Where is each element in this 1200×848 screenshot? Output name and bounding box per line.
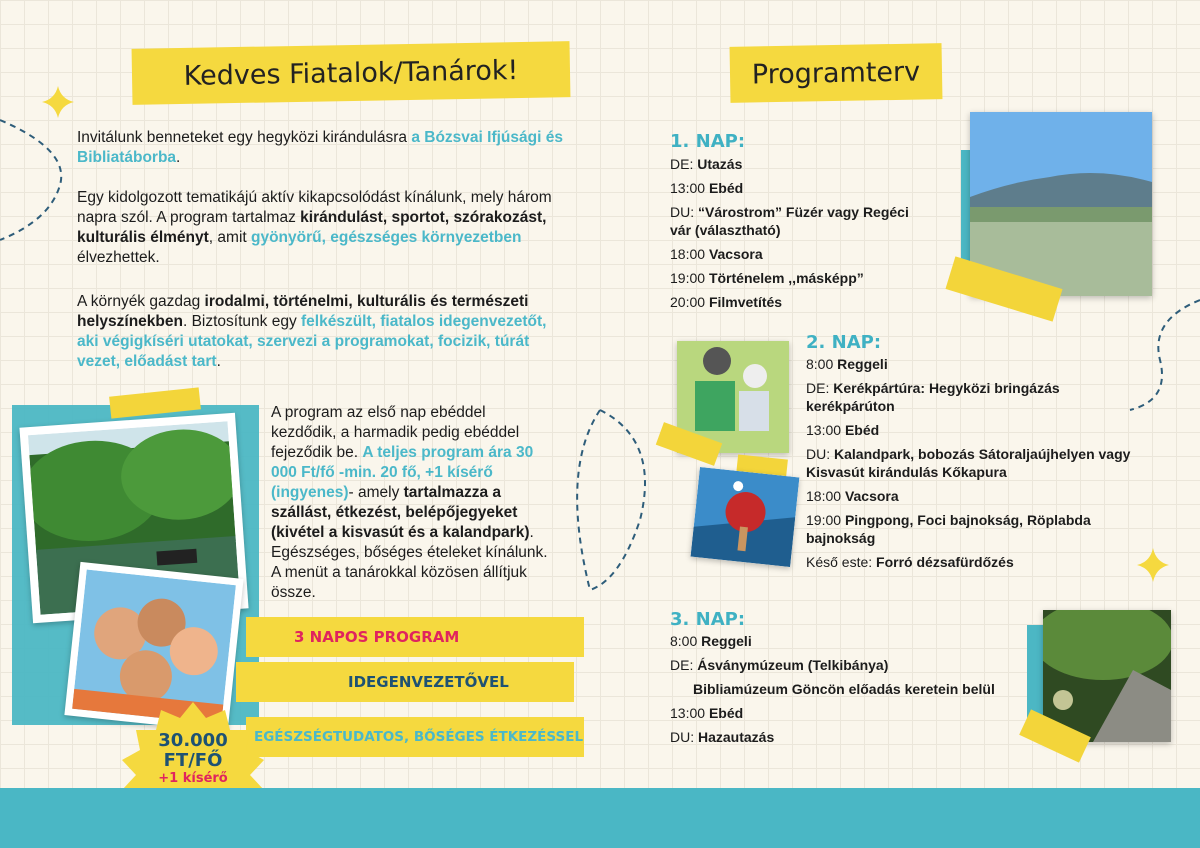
schedule-time: DE: [670,657,698,673]
schedule-text: A program az első nap ebéddel kezdődik, a harmadik pedig ebéddel fejeződik be. [271,404,520,461]
day2-item [806,379,1136,415]
schedule-activity: Pingpong, Foci bajnokság, Röplabda bajnokság [806,512,1091,546]
dashed-curve [0,120,61,240]
day1-item [670,293,920,311]
tag-3-day-program: 3 NAPOS PROGRAM [246,617,584,657]
sparkle-icon [42,86,74,118]
dashed-curve [590,410,645,590]
schedule-time: 19:00 [670,270,709,286]
program-text: Egy kidolgozott tematikájú aktív kikapcsolódást kínálunk, mely három napra szól. A program tartalmaz [77,189,552,226]
schedule-time: DE: [806,380,834,396]
day3-item [670,728,1040,746]
forest-photo [1043,610,1171,742]
schedule-time: 19:00 [806,512,845,528]
day1-item [670,155,920,173]
environment-highlight: gyönyörű, egészséges környezetben [251,229,522,246]
day3-item [670,704,1040,722]
day2-title: 2. NAP: [806,332,882,353]
area-paragraph [77,292,567,372]
schedule-time: DU: [670,204,698,220]
dashed-curve [577,410,600,590]
day1-item [670,245,920,263]
schedule-activity: “Várostrom” Füzér vagy Regéci vár (választható) [670,204,909,238]
area-text: A környék gazdag [77,293,205,310]
tag-healthy-food: EGÉSZSÉGTUDATOS, BŐSÉGES ÉTKEZÉSSEL [246,717,584,757]
day1-title: 1. NAP: [670,131,746,152]
schedule-time: DU: [806,446,834,462]
schedule-activity: Reggeli [837,356,888,372]
intro-end: . [176,149,181,166]
schedule-time: 18:00 [806,488,845,504]
area-end: . [216,353,221,370]
badge-unit: FT/FŐ [163,750,223,771]
dashed-curve [1130,300,1200,410]
program-highlight: kirándulást, sportot, szórakozást, kulturális élményt [77,209,547,246]
program-end: élvezhettek. [77,249,160,266]
left-title: Kedves Fiatalok/Tanárok! [132,41,571,105]
schedule-activity: Ásványmúzeum (Telkibánya) [697,657,889,673]
right-title: Programterv [730,43,943,103]
pingpong-image [691,467,800,567]
day2-item [806,511,1136,547]
schedule-activity: Forró dézsafürdőzés [876,554,1014,570]
guide-highlight: felkészült, fiatalos idegenvezetőt, aki végigkíséri utatokat, szervezi a programokat, focizik, túrát vezet, előadást tart [77,313,547,370]
schedule-activity: Történelem ,,másképp” [708,270,864,286]
schedule-activity: Hazautazás [698,729,775,745]
day2-item [806,445,1136,481]
day3-item [670,656,1040,674]
day3-schedule [670,632,1040,752]
sparkle-icon [1137,548,1169,582]
food-text: . Egészséges, bőséges ételeket kínálunk. A menüt a tanárokkal közösen állítjuk össze. [271,524,548,601]
schedule-time: Késő este: [806,554,877,570]
schedule-time: DE: [670,156,698,172]
schedule-time: 13:00 [670,705,709,721]
schedule-activity: Ebéd [708,705,744,721]
schedule-activity: Ebéd [708,180,744,196]
program-text-2: , amit [208,229,251,246]
footer-bar [0,788,1200,848]
schedule-activity: Vacsora [844,488,899,504]
day1-item [670,269,920,287]
schedule-activity: Ebéd [844,422,880,438]
forest-image [1043,610,1171,742]
schedule-time: 20:00 [670,294,709,310]
day1-item [670,203,920,239]
day3-item [670,680,1040,698]
schedule-activity: Kerékpártúra: Hegyközi bringázás kerékpárúton [806,380,1060,414]
schedule-activity: Bibliamúzeum Göncön előadás keretein belül [693,681,995,697]
schedule-time: 13:00 [806,422,845,438]
schedule-activity: Reggeli [701,633,752,649]
intro-paragraph [77,128,567,168]
area-highlight: irodalmi, történelmi, kulturális és természeti helyszínekben [77,293,529,330]
day2-item [806,421,1136,439]
area-text-2: . Biztosítunk egy [182,313,301,330]
day3-item [670,632,1040,650]
day1-item [670,179,920,197]
schedule-activity: Filmvetítés [708,294,783,310]
tag-guide: IDEGENVEZETŐVEL [236,662,574,702]
intro-text: Invitálunk benneteket egy hegyközi kirándulásra [77,129,412,146]
schedule-time: 13:00 [670,180,709,196]
schedule-time: 18:00 [670,246,709,262]
included-highlight: tartalmazza a szállást, étkezést, belépőjegyeket (kivétel a kisvasút és a kalandpark) [271,484,530,541]
schedule-time: 8:00 [670,633,702,649]
day3-title: 3. NAP: [670,609,746,630]
schedule-activity: Vacsora [708,246,763,262]
badge-price: 30.000 [158,730,228,751]
price-highlight: A teljes program ára 30 000 Ft/fő -min. 20 fő, +1 kísérő (ingyenes) [271,444,534,501]
price-paragraph [271,403,551,603]
day2-schedule [806,355,1136,577]
price-text: - amely [348,484,404,501]
schedule-time: 8:00 [806,356,838,372]
day2-item [806,553,1136,571]
badge-extra-1: +1 kísérő [158,771,228,786]
day1-schedule [670,155,920,317]
day2-item [806,355,1136,373]
schedule-activity: Kalandpark, bobozás Sátoraljaújhelyen vagy Kisvasút kirándulás Kőkapura [806,446,1131,480]
schedule-activity: Utazás [697,156,743,172]
program-paragraph [77,188,567,268]
schedule-time: DU: [670,729,698,745]
camp-name: a Bózsvai Ifjúsági és Bibliatáborba [77,129,563,166]
day2-item [806,487,1136,505]
pingpong-photo [691,467,800,567]
